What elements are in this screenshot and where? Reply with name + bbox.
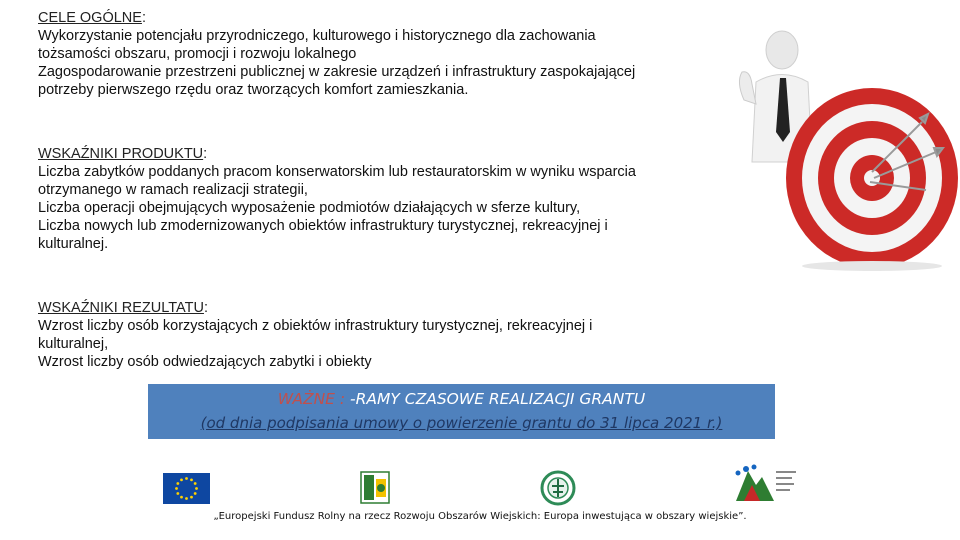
eu-star (176, 482, 179, 485)
product-indicator-line: kulturalnej. (38, 236, 109, 252)
product-indicator-line: Liczba operacji obejmujących wyposażenie podmiotów działających w sferze kultury, (38, 200, 581, 216)
target-illustration (700, 12, 960, 272)
eu-star (194, 492, 197, 495)
result-indicator-line: kulturalnej, (38, 336, 109, 352)
eu-flag-logo (163, 473, 210, 504)
result-indicators-heading: WSKAŹNIKI REZULTATU (38, 300, 204, 316)
notice-title-row (148, 390, 775, 408)
goal-line: potrzeby pierwszego rzędu oraz tworzących komfort zamieszkania. (38, 82, 469, 98)
general-goals-heading: CELE OGÓLNE (38, 10, 142, 26)
grant-timeframe-notice (148, 384, 775, 439)
goal-line: Wykorzystanie potencjału przyrodniczego, kulturowego i historycznego dla zachowania (38, 28, 596, 44)
product-indicators-section: WSKAŹNIKI PRODUKTU: Liczba zabytków poddanych pracom konserwatorskim lub restauratorskim w wyniku wsparcia otrzymanego w ramach realizacji strategii, Liczba operacji obejmujących wyposażenie podmiotów działających w sferze kultury, Liczba nowych lub zmodernizowanych obiektów infrastruktury turystycznej, rekreacyjnej i kulturalnej. (38, 145, 768, 253)
result-indicator-line: Wzrost liczby osób korzystających z obiektów infrastruktury turystycznej, rekreacyjnej i (38, 318, 593, 334)
eu-star (185, 477, 188, 480)
eu-star (185, 497, 188, 500)
eu-star (176, 492, 179, 495)
notice-title: -RAMY CZASOWE REALIZACJI GRANTU (345, 390, 646, 408)
eu-star (195, 487, 198, 490)
result-indicators-section: WSKAŹNIKI REZULTATU: Wzrost liczby osób korzystających z obiektów infrastruktury turystycznej, rekreacyjnej i kulturalnej, Wzrost liczby osób odwiedzających zabytki i obiekty (38, 299, 768, 371)
ksow-logo (540, 470, 576, 506)
result-indicator-line: Wzrost liczby osób odwiedzających zabytki i obiekty (38, 354, 372, 370)
eu-star (194, 482, 197, 485)
target-board (786, 88, 958, 268)
eu-star (190, 478, 193, 481)
product-indicators-heading: WSKAŹNIKI PRODUKTU (38, 146, 204, 162)
important-label: WAŻNE : (277, 390, 346, 408)
eu-star (190, 496, 193, 499)
footer-caption: „Europejski Fundusz Rolny na rzecz Rozwoju Obszarów Wiejskich: Europa inwestująca w obszary wiejskie”. (213, 511, 747, 522)
product-indicator-line: Liczba nowych lub zmodernizowanych obiektów infrastruktury turystycznej, rekreacyjnej i (38, 218, 608, 234)
goal-line: Zagospodarowanie przestrzeni publicznej w zakresie urządzeń i infrastruktury zaspokajającej (38, 64, 636, 80)
eu-star (180, 496, 183, 499)
notice-subtitle: (od dnia podpisania umowy o powierzenie grantu do 31 lipca 2021 r.) (200, 414, 723, 432)
leader-logo (360, 471, 390, 504)
product-indicator-line: otrzymanego w ramach realizacji strategii, (38, 182, 308, 198)
prow-logo (730, 463, 800, 505)
eu-star (175, 487, 178, 490)
eu-star (180, 478, 183, 481)
general-goals-section: CELE OGÓLNE: Wykorzystanie potencjału przyrodniczego, kulturowego i historycznego dla zachowania tożsamości obszaru, promocji i rozwoju lokalnego Zagospodarowanie przestrzeni publicznej w zakresie urządzeń i infrastruktury zaspokajającej potrzeby pierwszego rzędu oraz tworzących komfort zamieszkania. (38, 9, 768, 99)
goal-line: tożsamości obszaru, promocji i rozwoju lokalnego (38, 46, 357, 62)
product-indicator-line: Liczba zabytków poddanych pracom konserwatorskim lub restauratorskim w wyniku wsparcia (38, 164, 636, 180)
